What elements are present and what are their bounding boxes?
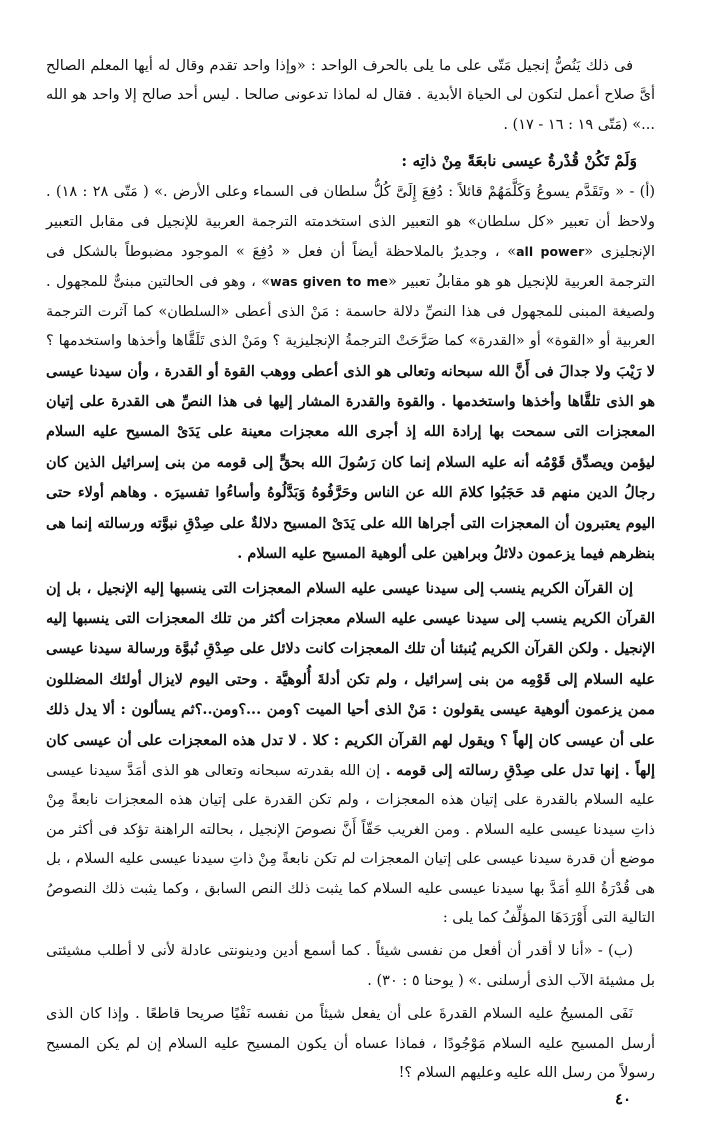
paragraph-b xyxy=(46,574,655,934)
quote-b: (ب) - «أنا لا أقدر أن أفعل من نفسى شيئاً . كما أسمع أدين ودينونتى عادلة لأنى لا أطلب مشيئتى بل مشيئة الآب الذى أرسلنى .» ( يوحنا ٥ : ٣٠) . xyxy=(46,943,655,989)
paragraph-a-text-2: » ، وجديرٌ بالملاحظة أيضاً أن فعل « دُفِعَ » الموجود مضبوطاً بالشكل فى الترجمة العربية للإنجيل هو هو مقابلُ تعبير « xyxy=(46,244,655,291)
paragraph-a-text-3: » ، وهو فى الحالتين مبنىٌّ للمجهول . ولصيغة المبنى للمجهول فى هذا النصِّ دلالة حاسمة : مَنْ الذى أعطى «السلطان» كما آثرت الترجمة العربية أو «القوة» أو «القدرة» كما صَرَّحَتْ الترجمةُ الإنجليزية ؟ ومَنْ الذى تَلَقَّاها وأخذها واستخدمها ؟ xyxy=(46,274,655,350)
paragraph-a-text-1: (أ) - « وتَقَدَّم يسوعُ وَكَلَّمَهُمْ قائلاً : دُفِعَ إِلَىَّ كُلُّ سلطان فى السماء وعلى الأرض .» ( مَتّى ٢٨ : ١٨) . ولاحظ أن تعبير «كل سلطان» هو التعبير الذى استخدمته الترجمة العربية للإنجيل فى مقابل التعبير الإنجليزى « xyxy=(46,184,656,261)
paragraph-b-bold-text: إن القرآن الكريم ينسب إلى سيدنا عيسى عليه السلام المعجزات التى ينسبها إليه الإنجيل ، بل إن القرآن الكريم ينسب إلى سيدنا عيسى عليه السلام معجزات أكثر من تلك المعجزات التى ينسبها إليه الإنجيل . ولكن القرآن الكريم يُنبئنا أن تلك المعجزات كانت دلائل على صِدْقِ نُبوَّة ورسالة سيدنا عيسى عليه السلام إلى قَوْمِه من بنى إسرائيل ، ولم تكن أدلةَ أُلوهيَّة . وحتى اليوم لايزال أولئك المضللون ممن يزعمون ألوهية عيسى يقولون : مَنْ الذى أحيا الميت ؟ومن ...؟ومن..؟ثم يسألون : ألا يدل ذلك على أن عيسى كان إلهاً ؟ ويقول لهم القرآن الكريم : كلا . لا تدل هذه المعجزات على أن عيسى كان إلهاً . إنها تدل على صِدْقِ رسالته إلى قومه . xyxy=(46,579,656,779)
closing-paragraph: نَفَى المسيحُ عليه السلام القدرةَ على أن يفعل شيئاً من نفسه نَفْيًا صريحا قاطعًا . وإذا كان الذى أرسل المسيح عليه السلام مَوْجُودًا ، فماذا عساه أن يكون المسيح عليه السلام إن لم يكن المسيح رسولاً من رسل الله عليه وعليهم السلام ؟! xyxy=(46,1006,655,1081)
english-term-was-given: was given to me xyxy=(270,274,388,290)
english-term-all-power: all power xyxy=(516,244,585,260)
page-number: ٤٠ xyxy=(614,1090,632,1108)
paragraph-a xyxy=(46,178,655,569)
intro-paragraph: فى ذلك يَنُصُّ إنجيل مَتّى على ما يلى بالحرف الواحد : «وإذا واحد تقدم وقال له أيها المعلم الصالح أىَّ صلاح أعمل لتكون لى الحياة الأبدية . فقال له لماذا تدعونى صالحا . ليس أحد صالح إلا واحد هو الله ...» (مَتّى ١٩ : ١٦ - ١٧) . xyxy=(46,58,655,133)
section-heading: وَلَمْ تَكُنْ قُدْرةُ عيسى نابعَةً مِنْ ذاتِه : xyxy=(401,151,637,171)
paragraph-a-bold-text: لا رَيْبَ ولا جدالَ فى أَنَّ الله سبحانه وتعالى هو الذى أعطى ووهب القوة أو القدرة ، وأن سيدنا عيسى هو الذى تلقَّاها وأخذها واستخدمها . والقوة والقدرة المشار إليها فى هذا النصِّ هى القدرة على إتيان المعجزات التى سمحت بها إرادة الله إذ أجرى الله معجزات معينة على يَدَىْ المسيح عليه السلام ليؤمن ويصدِّق قَوْمُه أنه عليه السلام إنما كان رَسُولَ الله بحقٍّ إلى قومه من بنى إسرائيل الذين كان رجالُ الدين منهم قد حَجَبُوا كلامَ الله عن الناس وحَرَّفُوهُ وَبَدَّلُوهُ وأساءُوا تفسيرَه . وهاهم أولاء حتى اليوم يعتبرون أن المعجزات التى أجراها الله على يَدَىْ المسيح دلالةٌ على صِدْقِ نبوَّته ورسالته إنما هى بنظرهم فيما يزعمون دلائلُ وبراهين على ألوهية المسيح عليه السلام . xyxy=(46,362,655,563)
paragraph-b-text: إن الله بقدرته سبحانه وتعالى هو الذى أمَدَّ سيدنا عيسى عليه السلام بالقدرة على إتيان هذه المعجزات ، ولم تكن القدرة على إتيان هذه المعجزات نابعةً مِنْ ذاتِ سيدنا عيسى عليه السلام . ومن الغريب حَقّاً أَنَّ نصوصَ الإنجيل ، بحالته الراهنة تؤكد فى أكثر من موضع أن قدرة سيدنا عيسى على إتيان المعجزات لم تكن نابعةً مِنْ ذاتِ سيدنا عيسى عليه السلام ، بل هى قُدْرَةُ اللهِ أمَدَّ بها سيدنا عيسى عليه السلام كما يثبت ذلك النص السابق ، وكما يثبت ذلك النصوصُ التالية التى أَوْرَدَهَا المؤلِّفُ كما يلى : xyxy=(46,762,655,926)
